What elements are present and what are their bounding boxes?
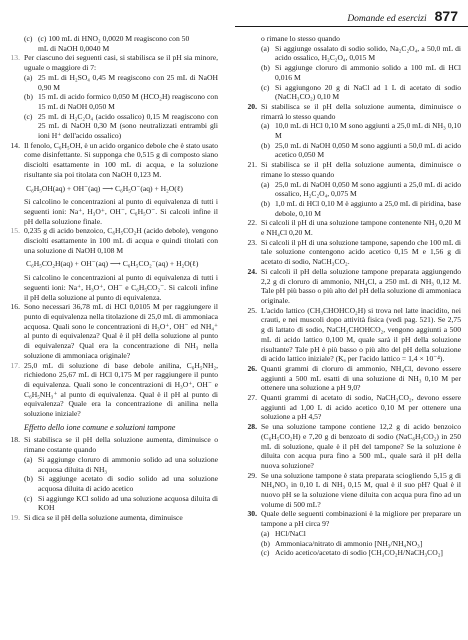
question-23: 23. Si calcoli il pH di una soluzione tampone, sapendo che 100 mL di tale soluzione contengono acido acetico 0,15 M e 1,56 g di acetato di sodio, NaCH₃CO₂. [247,237,461,267]
question-13b: (b) 15 mL di acido formico 0,050 M (HCO₂H) reagiscono con 15 mL di NaOH 0,050 M [24,92,218,111]
question-21a: (a) 25,0 mL di NaOH 0,050 M sono aggiunti a 25,0 mL di acido ossalico, H₂C₂O₄, 0,075 M [261,179,461,199]
equation-15: C₆H₅CO₂H(aq) + OH⁻(aq) ⟶ C₆H₅CO₂⁻(aq) + H₂O(ℓ) [26,259,199,269]
question-19a: (a) Si aggiunge ossalato di sodio solido, Na₂C₂O₄, a 50,0 mL di acido ossalico, H₂C₂O₄, 0,015 M [261,43,461,63]
question-19-cont: o rimane lo stesso quando [261,34,340,43]
question-29: 29. Se una soluzione tampone è stata preparata sciogliendo 5,15 g di NH₄NO₃ in 0,10 L di NH₃ 0,15 M, qual è il suo pH? Qual è il nuovo pH se la soluzione viene diluita con acqua pura fino ad un volume di 500 mL? [247,470,461,509]
question-26: 26. Quanti grammi di cloruro di ammonio, NH₄Cl, devono essere aggiunti a 500 mL esatti di una soluzione di NH₃ 0,10 M per ottenere una soluzione a pH 9,0? [247,363,461,393]
question-27: 27. Quanti grammi di acetato di sodio, NaCH₃CO₂, devono essere aggiunti ad 1,00 L di acido acetico 0,10 M per ottenere una soluzione a pH 4,5? [247,393,461,422]
question-13a: (a) 25 mL di H₂SO₄ 0,45 M reagiscono con 25 mL di NaOH 0,90 M [24,72,218,92]
running-head: Domande ed esercizi [347,14,427,24]
page-number: 877 [434,8,458,24]
question-25: 25. L'acido lattico (CH₃CHOHCO₂H) si trova nel latte inacidito, nei crauti, e nei muscoli dopo attività fisica (vedi pag. 521). Se 2,75 g di lattato di sodio, NaCH₃CHOHCO₂, vengono aggiunti a 500 mL di acido lattico 0,100 M, quale sarà il pH della soluzione risultante? Tale pH è più basso o più alto del pH della soluzione di acido lattico iniziale? (Kₐ per l'acido lattico = 1,4 × 10⁻⁴). [247,305,461,364]
question-14: 14. Il fenolo, C₆H₅OH, è un acido organico debole che è stato usato come disinfettante. Si supponga che 0,515 g di composto siano disciolti esattamente in 100 mL di acqua, e la soluzione risultante sia poi titolata con NaOH 0,123 M. [10,140,218,179]
question-21: 21. Si stabilisca se il pH della soluzione aumenta, diminuisce o rimane lo stesso quando [247,160,461,179]
question-15: 15. 0,235 g di acido benzoico, C₆H₅CO₂H (acido debole), vengono disciolti esattamente in 100 mL di acqua e quindi titolati con una soluzione di NaOH 0,108 M [10,226,218,255]
question-30b: (b) Ammoniaca/nitrato di ammonio [NH₃/NH₄NO₃] [261,538,423,548]
question-18: 18. Si stabilisca se il pH della soluzione aumenta, diminuisce o rimane costante quando [10,435,218,455]
question-12c: (c) (c) 100 mL di HNO₂ 0,0020 M reagiscono con 50 [24,34,190,43]
question-28: 28. Se una soluzione tampone contiene 12,2 g di acido benzoico (C₆H₅CO₂H) e 7,20 g di benzoato di sodio (NaC₆H₅CO₂) in 250 mL di soluzione, quale è il pH del tampone? Se la soluzione è diluita con acqua pura fino a 500 mL, quale sarà il pH della nuova soluzione? [247,422,461,470]
question-19c: (c) Si aggiungono 20 g di NaCl ad 1 L di acetato di sodio (NaCH₃CO₂) 0,10 M [261,82,461,102]
question-30c: (c) Acido acetico/acetato di sodio [CH₃CO₂H/NaCH₃CO₂] [261,548,443,558]
left-column [8,34,218,523]
question-14-cont: Si calcolino le concentrazioni al punto di equivalenza di tutti i seguenti ioni: Na⁺, H₃O⁺, OH⁻, C₆H₅O⁻. Si calcoli infine il pH della soluzione finale. [24,197,218,226]
question-16: 16. Sono necessari 36,78 mL di HCl 0,0105 M per raggiungere il punto di equivalenza nella titolazione di 25,0 mL di ammoniaca acquosa. Quali sono le concentrazioni di H₃O⁺, OH⁻ ed NH₄⁺ al punto di equivalenza? Qual è il pH della soluzione al punto di equivalenza? Qual era la concentrazione di NH₃ nella soluzione di ammoniaca originale? [10,302,218,360]
question-21b: (b) 1,0 mL di HCl 0,10 M è aggiunto a 25,0 mL di piridina, base debole, 0,10 M [261,198,461,218]
question-18c: (c) Si aggiunge KCl solido ad una soluzione acquosa diluita di KOH [24,493,218,513]
question-17: 17. 25,0 mL di soluzione di base debole anilina, C₆H₅NH₂, richiedono 25,67 mL di HCl 0,175 M per raggiungere il punto di equivalenza. Quali sono le concentrazioni di H₃O⁺, OH⁻ e C₆H₅NH₃⁺ al punto di equivalenza. Qual è il pH al punto di equivalenza? Quale era la concentrazione di anilina nella soluzione iniziale? [10,360,218,419]
section-heading: Effetto dello ione comune e soluzioni tampone [24,422,176,432]
question-18b: (b) Si aggiunge acetato di sodio solido ad una soluzione acquosa diluita di acido acetico [24,474,218,493]
question-22: 22. Si calcoli il pH di una soluzione tampone contenente NH₃ 0,20 M e NH₄Cl 0,20 M. [247,218,461,238]
question-24: 24. Si calcoli il pH della soluzione tampone preparata aggiungendo 2,2 g di cloruro di ammonio, NH₄Cl, a 250 mL di NH₃ 0,12 M. Tale pH più basso o più alto del pH della soluzione di ammoniaca originale. [247,266,461,305]
right-column [245,34,461,558]
question-30a: (a) HCl/NaCl [261,528,306,538]
question-18a: (a) Si aggiunge cloruro di ammonio solido ad una soluzione acquosa diluita di NH₃ [24,454,218,474]
question-20: 20. Si stabilisca se il pH della soluzione aumenta, diminuisce o rimarrà lo stesso quando [247,101,461,121]
question-13c: (c) 25 mL di H₂C₂O₄ (acido ossalico) 0,15 M reagiscono con 25 mL di NaOH 0,30 M (sono neutralizzati entrambi gli ioni H⁺ dell'acido ossalico) [24,111,218,141]
question-19b: (b) Si aggiunge cloruro di ammonio solido a 100 mL di HCl 0,016 M [261,63,461,82]
question-12c-cont: mL di NaOH 0,0040 M [38,43,110,53]
question-20a: (a) 10,0 mL di HCl 0,10 M sono aggiunti a 25,0 mL di NH₃ 0,10 M [261,121,461,141]
question-20b: (b) 25,0 mL di NaOH 0,050 M sono aggiunti a 50,0 mL di acido acetico 0,050 M [261,140,461,160]
question-30: 30. Quale delle seguenti combinazioni è la migliore per preparare un tampone a pH circa 9? [247,509,461,529]
header-rule [235,26,468,27]
equation-14: C₆H₅OH(aq) + OH⁻(aq) ⟶ C₆H₅O⁻(aq) + H₂O(ℓ) [26,183,183,193]
question-15-cont: Si calcolino le concentrazioni al punto di equivalenza di tutti i seguenti ioni: Na⁺, H₃O⁺, OH⁻ e C₆H₅CO₂⁻. Si calcoli infine il pH della soluzione al punto di equivalenza. [24,273,218,302]
question-19: 19. Si dica se il pH della soluzione aumenta, diminuisce [10,513,183,523]
question-13: 13. Per ciascuno dei seguenti casi, si stabilisca se il pH sia minore, uguale o maggiore di 7: [10,53,218,73]
